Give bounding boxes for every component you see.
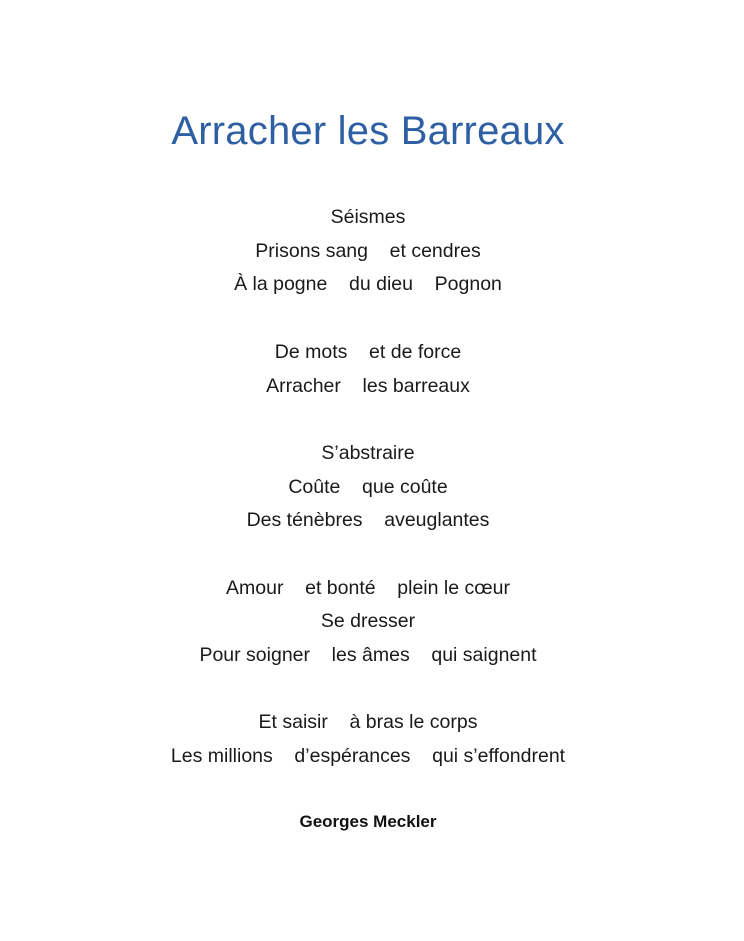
poem-line: À la pogne du dieu Pognon: [234, 273, 502, 296]
stanza-3: [0, 437, 736, 538]
poem-title: Arracher les Barreaux: [171, 109, 565, 153]
author-name: Georges Meckler: [299, 812, 437, 831]
poem-line: Les millions d’espérances qui s’effondrent: [170, 745, 566, 768]
poem-line: Se dresser: [320, 610, 416, 633]
poem-line: Séismes: [330, 206, 406, 228]
poem-line: Des ténèbres aveuglantes: [246, 509, 490, 532]
poem-line: Coûte que coûte: [288, 475, 448, 498]
poem-line: Prisons sang et cendres: [255, 239, 481, 262]
poem-body: [0, 201, 736, 808]
poem-line: Amour et bonté plein le cœur: [226, 576, 510, 599]
stanza-1: [0, 201, 736, 302]
poem-line: Et saisir à bras le corps: [258, 711, 478, 734]
stanza-5: [0, 706, 736, 773]
poem-line: S’abstraire: [321, 441, 415, 464]
stanza-2: [0, 336, 736, 403]
poem-line: Pour soigner les âmes qui saignent: [199, 644, 537, 667]
poem-line: Arracher les barreaux: [266, 374, 470, 397]
stanza-4: [0, 572, 736, 673]
poem-line: De mots et de force: [274, 340, 462, 363]
